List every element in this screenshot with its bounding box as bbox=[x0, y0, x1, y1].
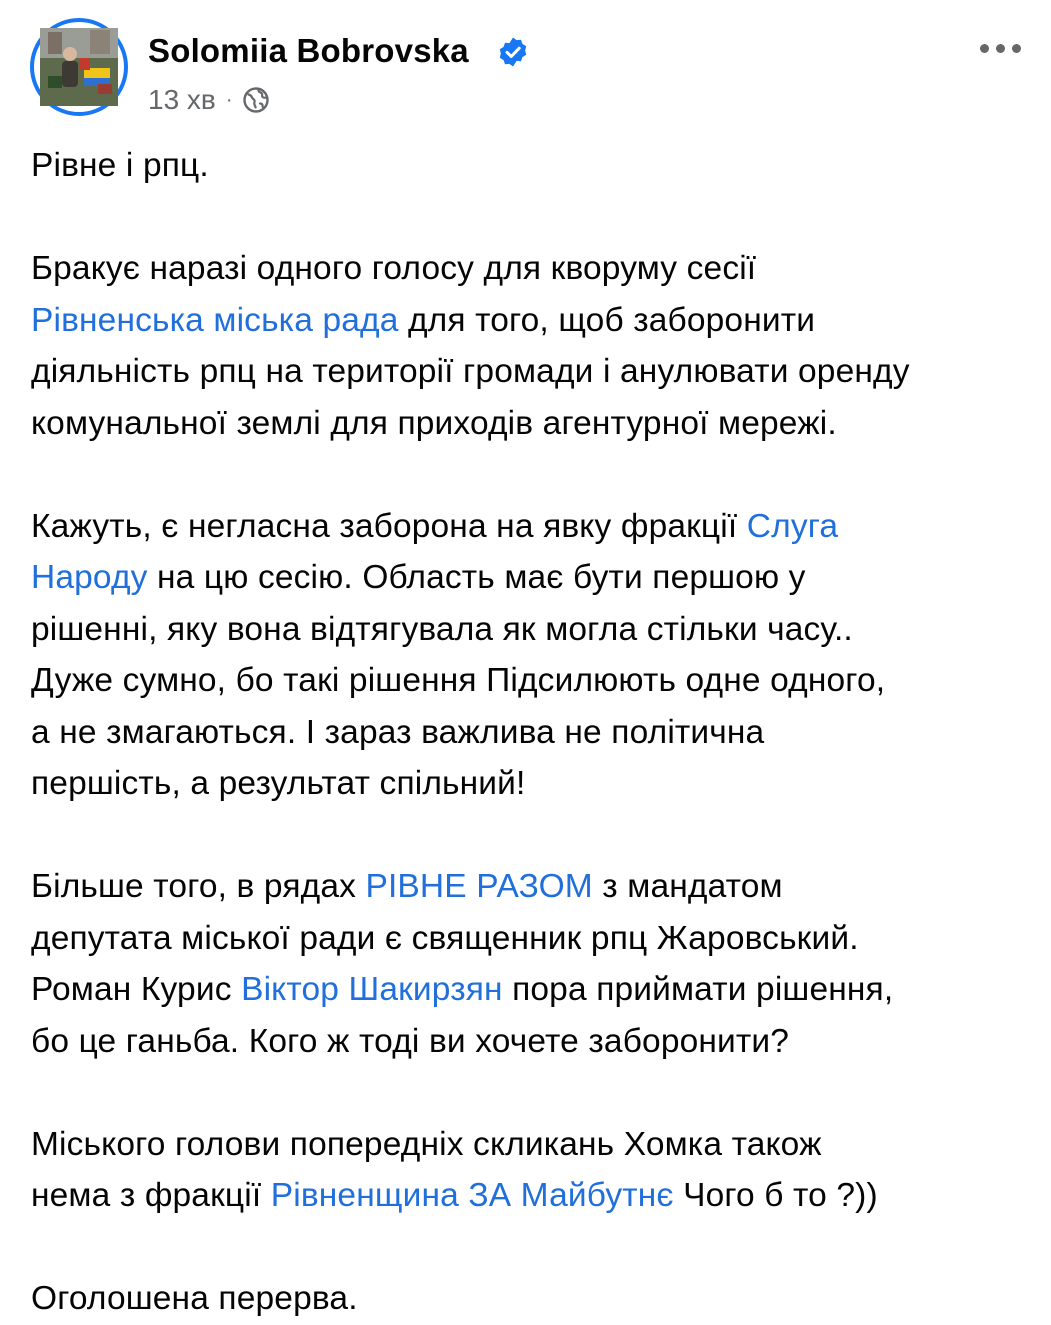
paragraph-line: депутата міської ради є священник рпц Жаровський. bbox=[31, 919, 859, 957]
text-span: нема з фракції bbox=[31, 1177, 271, 1214]
paragraph-line: комунальної землі для приходів агентурної мережі. bbox=[31, 404, 837, 442]
paragraph-line bbox=[31, 861, 1031, 913]
post-meta bbox=[148, 84, 270, 116]
paragraph-line: рішенні, яку вона відтягувала як могла стільки часу.. bbox=[31, 610, 853, 648]
page-link-rivne-city-council[interactable]: Рівненська міська рада bbox=[31, 301, 399, 339]
paragraph-line: а не змагаються. І зараз важлива не політична bbox=[31, 713, 765, 751]
paragraph-line bbox=[31, 501, 1031, 553]
post-header bbox=[30, 18, 1030, 118]
more-dot-icon bbox=[980, 44, 989, 53]
avatar[interactable] bbox=[40, 28, 118, 106]
page-link-rivnenshchyna-za-maibutnie[interactable]: Рівненщина ЗА Майбутнє bbox=[270, 1177, 674, 1214]
page-link-sluga-narodu[interactable]: Народу bbox=[31, 559, 148, 596]
paragraph-line: Бракує наразі одного голосу для кворуму сесії bbox=[31, 250, 757, 287]
avatar-photo bbox=[40, 28, 118, 106]
post-timestamp[interactable]: 13 хв bbox=[148, 84, 216, 115]
paragraph-line: Міського голови попередніх скликань Хомка також bbox=[31, 1125, 822, 1163]
more-dot-icon bbox=[996, 44, 1005, 53]
paragraph-line bbox=[31, 964, 1031, 1016]
post-body bbox=[31, 140, 1031, 1325]
text-span: Більше того, в рядах bbox=[31, 868, 366, 905]
paragraph-line bbox=[31, 552, 1031, 604]
text-span: Кажуть, є негласна заборона на явку фракції bbox=[31, 507, 747, 545]
text-span: для того, щоб заборонити bbox=[398, 301, 816, 339]
profile-link-viktor-shakyrzian[interactable]: Віктор Шакирзян bbox=[241, 971, 503, 1008]
more-dot-icon bbox=[1012, 44, 1021, 53]
page-link-rivne-razom[interactable]: РІВНЕ РАЗОМ bbox=[365, 868, 593, 905]
author-avatar-story-ring[interactable] bbox=[30, 18, 128, 116]
meta-separator: · bbox=[225, 88, 233, 111]
paragraph-line: Оголошена перерва. bbox=[31, 1280, 358, 1317]
globe-icon[interactable] bbox=[242, 86, 270, 114]
more-options-button[interactable] bbox=[970, 28, 1030, 68]
author-name[interactable]: Solomiia Bobrovska bbox=[148, 32, 469, 69]
text-span: пора приймати рішення, bbox=[502, 971, 894, 1008]
text-span: на цю сесію. Область має бути першою у bbox=[147, 559, 806, 596]
paragraph-line: діяльність рпц на території громади і анулювати оренду bbox=[31, 353, 910, 390]
paragraph-line: Дуже сумно, бо такі рішення Підсилюють одне одного, bbox=[31, 662, 886, 699]
paragraph-line bbox=[31, 1170, 1031, 1222]
text-span: Роман Курис bbox=[31, 971, 242, 1008]
paragraph-line bbox=[31, 295, 1031, 347]
text-span: Чого б то ?)) bbox=[673, 1177, 878, 1214]
text-span: з мандатом bbox=[592, 868, 783, 905]
paragraph-line: бо це ганьба. Кого ж тоді ви хочете заборонити? bbox=[31, 1022, 790, 1060]
paragraph-line: першість, а результат спільний! bbox=[31, 765, 526, 802]
paragraph-line: Рівне і рпц. bbox=[31, 147, 209, 184]
page-link-sluga-narodu[interactable]: Слуга bbox=[746, 507, 839, 545]
verified-badge-icon bbox=[497, 36, 529, 68]
